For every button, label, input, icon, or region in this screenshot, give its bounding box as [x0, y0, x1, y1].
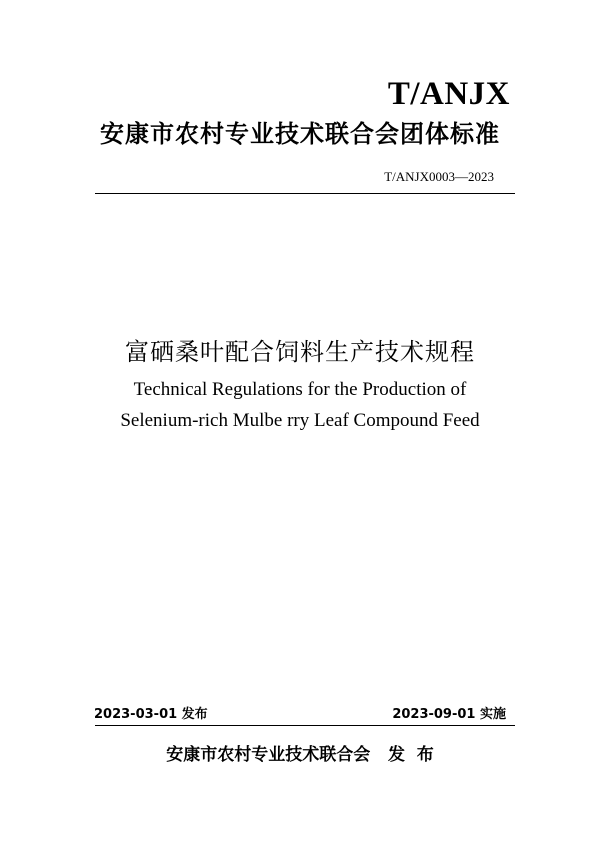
- organization-standard-title: 安康市农村专业技术联合会团体标准: [100, 120, 500, 148]
- document-title-english-line1: Technical Regulations for the Production of: [133, 379, 467, 400]
- document-title-english-line2: Selenium-rich Mulbe rry Leaf Compound Feed: [120, 410, 480, 431]
- footer-divider: [95, 725, 515, 726]
- header-divider: [95, 193, 515, 194]
- publisher: 安康市农村专业技术联合会 发 布: [166, 745, 434, 765]
- standard-code: T/ANJX: [387, 76, 510, 112]
- standard-number: T/ANJX0003—2023: [384, 169, 494, 184]
- document-title-chinese: 富硒桑叶配合饲料生产技术规程: [125, 338, 475, 366]
- issue-date: 2023-03-01 发布: [94, 707, 208, 722]
- implementation-date: 2023-09-01 实施: [392, 707, 506, 722]
